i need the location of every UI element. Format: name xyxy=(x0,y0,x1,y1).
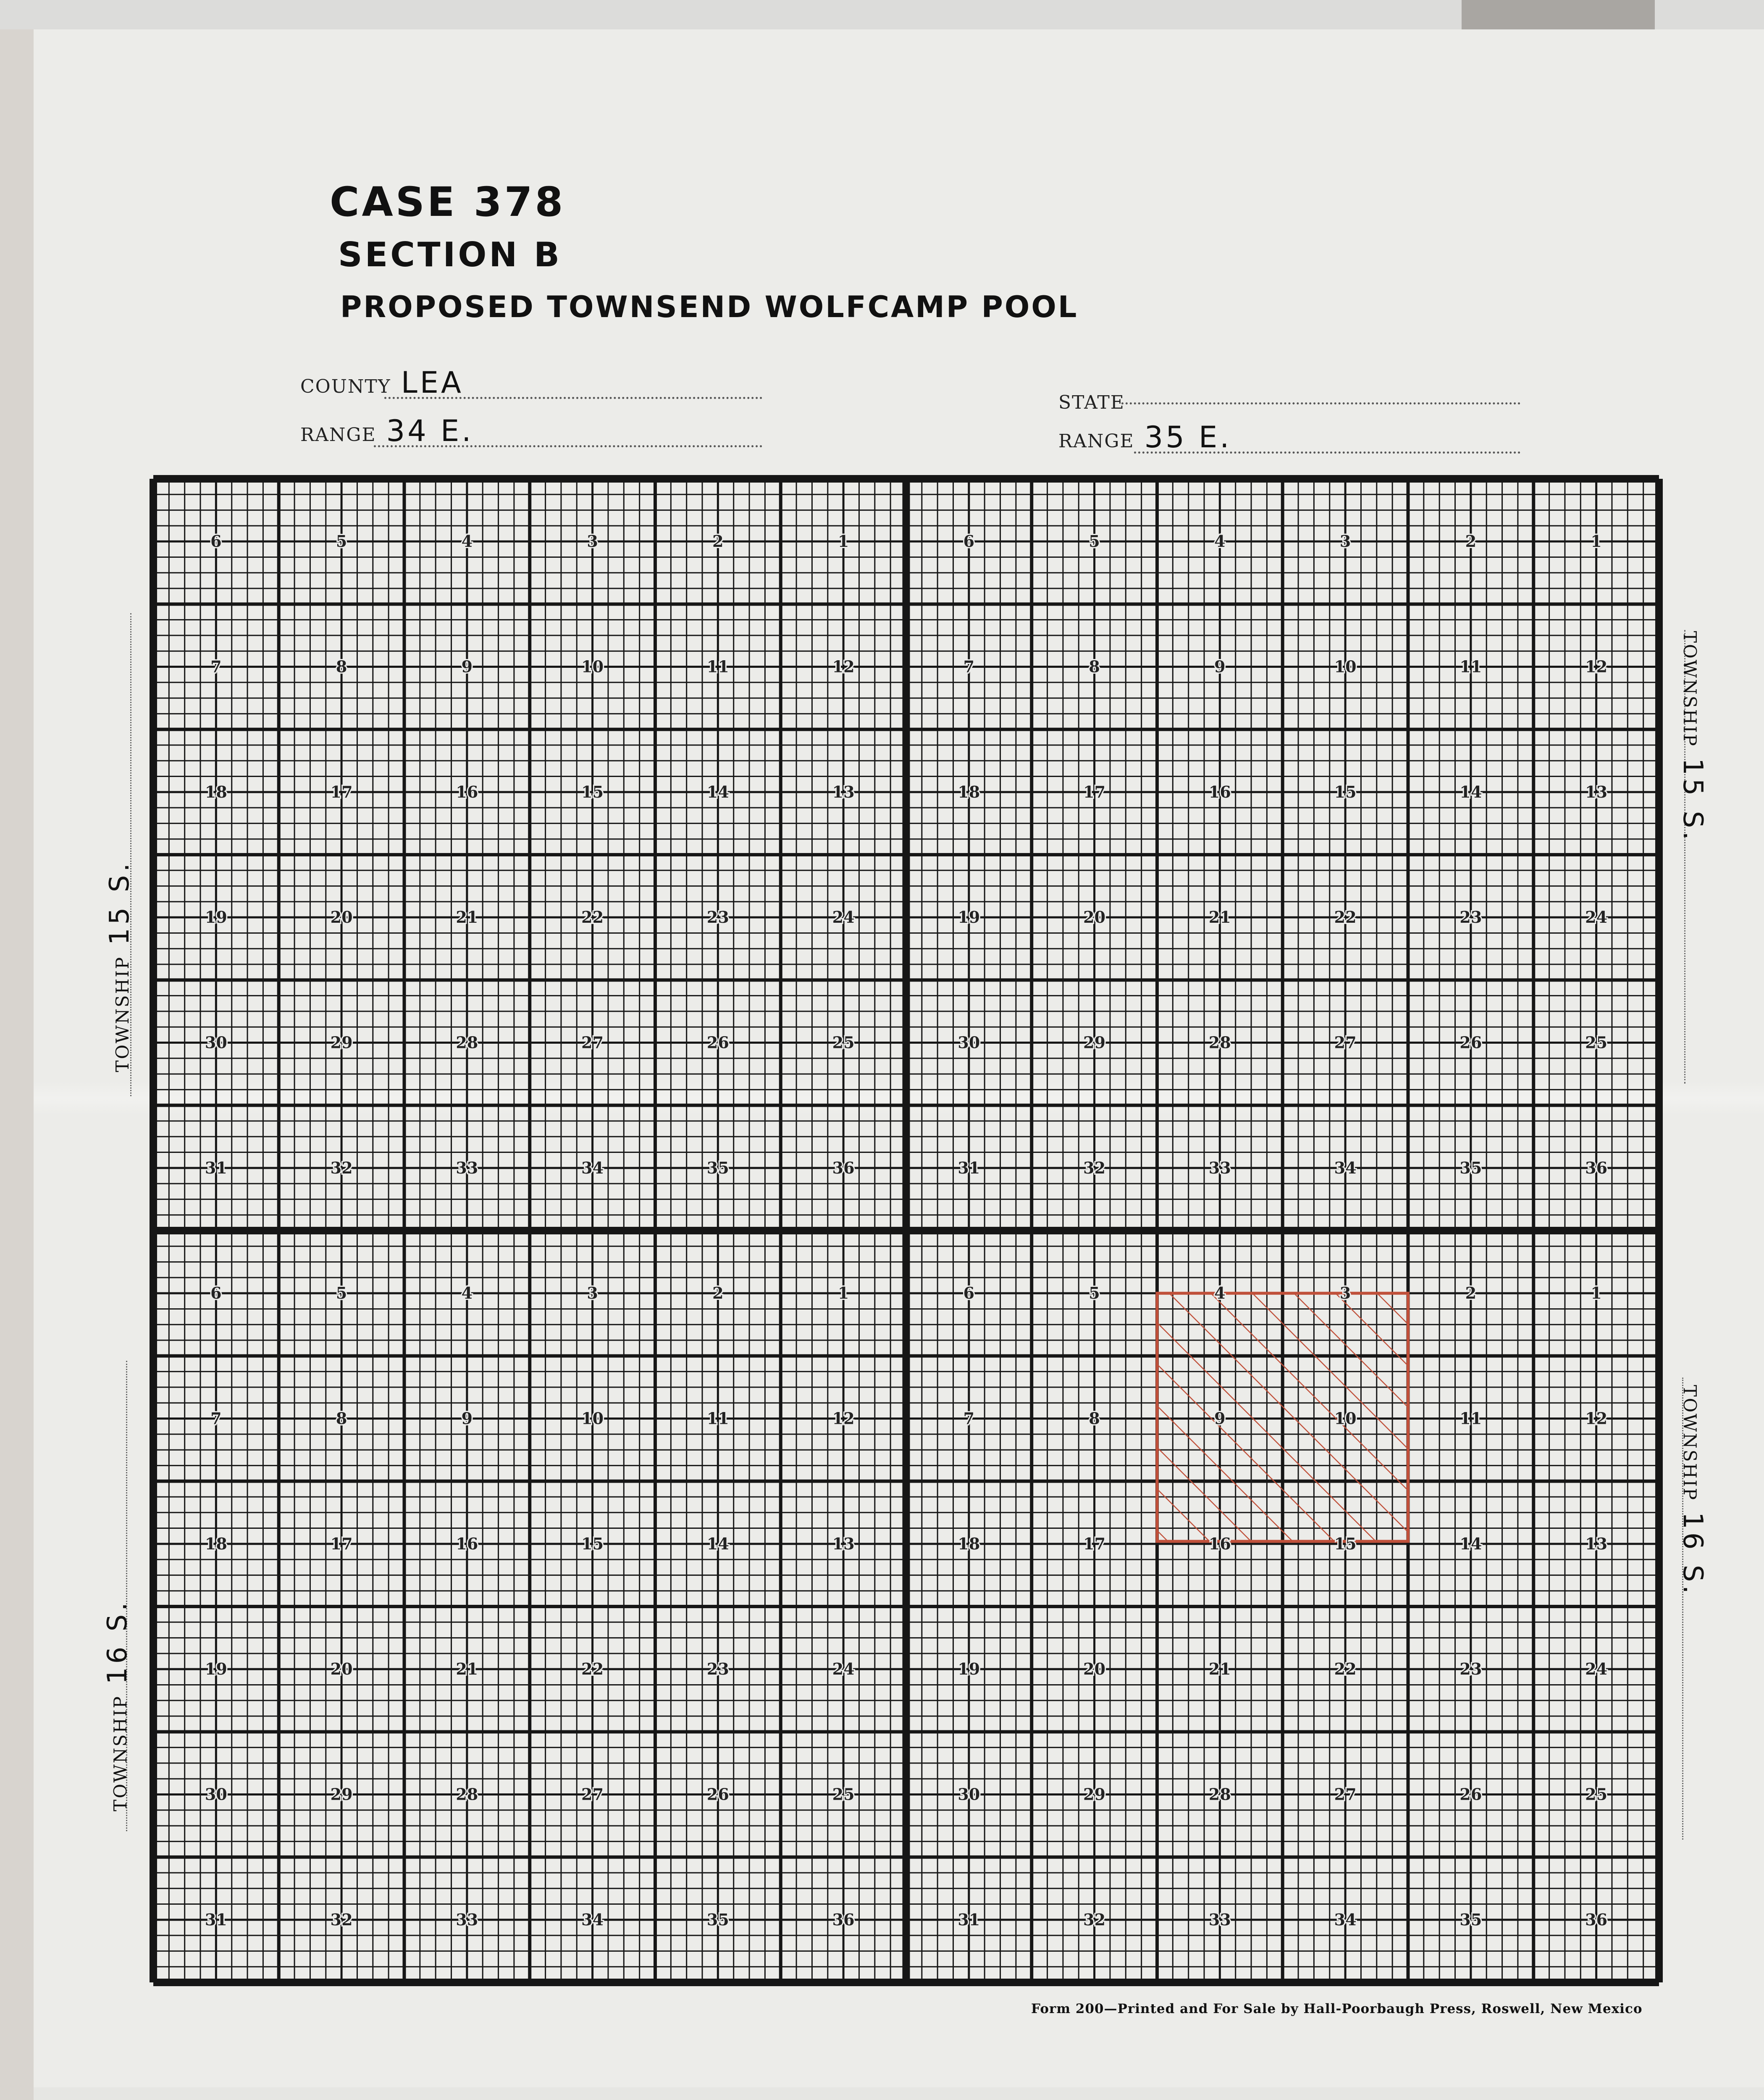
section-number: 35 xyxy=(1460,1910,1482,1929)
section-number: 8 xyxy=(336,657,347,676)
section-number: 28 xyxy=(1208,1033,1231,1052)
section-number: 24 xyxy=(832,1659,855,1679)
section-number: 14 xyxy=(706,782,729,801)
section-number: 11 xyxy=(1460,657,1482,676)
section-number: 36 xyxy=(1585,1158,1608,1177)
section-number: 20 xyxy=(330,1659,353,1679)
section-number: 12 xyxy=(832,1409,855,1428)
section-number: 17 xyxy=(1083,782,1106,801)
section-number: 5 xyxy=(336,1284,347,1303)
township-number: 16 S. xyxy=(1677,1512,1708,1597)
section-number: 11 xyxy=(1460,1409,1482,1428)
state-label: STATE xyxy=(1058,392,1125,413)
section-number: 26 xyxy=(706,1033,729,1052)
section-number: 21 xyxy=(456,1659,478,1679)
township-word: TOWNSHIP xyxy=(1680,1385,1700,1501)
section-number: 1 xyxy=(837,1284,849,1303)
range-right-value: 35 E. xyxy=(1144,420,1232,454)
county-value: LEA xyxy=(401,365,464,400)
section-number: 6 xyxy=(210,1284,222,1303)
section-number: 1 xyxy=(1591,532,1602,551)
section-number: 7 xyxy=(210,657,222,676)
section-number: 3 xyxy=(1339,1284,1351,1303)
section-number: 5 xyxy=(1089,532,1100,551)
section-number: 13 xyxy=(1585,782,1608,801)
section-number: 19 xyxy=(958,908,980,927)
section-number: 26 xyxy=(706,1785,729,1804)
section-number: 35 xyxy=(1460,1158,1482,1177)
section-number: 22 xyxy=(1334,1659,1357,1679)
section-number: 25 xyxy=(1585,1785,1608,1804)
section-number: 7 xyxy=(210,1409,222,1428)
section-number: 29 xyxy=(330,1785,353,1804)
township-word: TOWNSHIP xyxy=(1680,631,1700,747)
section-number: 15 xyxy=(1334,1534,1357,1553)
section-number: 9 xyxy=(461,1409,473,1428)
section-number: 28 xyxy=(1208,1785,1231,1804)
section-number: 26 xyxy=(1460,1785,1482,1804)
section-number: 5 xyxy=(1089,1284,1100,1303)
section-number: 3 xyxy=(587,532,598,551)
section-number: 34 xyxy=(1334,1158,1357,1177)
section-number: 30 xyxy=(205,1033,227,1052)
section-number: 29 xyxy=(330,1033,353,1052)
section-number: 4 xyxy=(1214,1284,1226,1303)
section-number: 10 xyxy=(581,1409,604,1428)
section-number: 18 xyxy=(205,1534,227,1553)
section-number: 17 xyxy=(330,1534,353,1553)
section-number: 30 xyxy=(958,1785,980,1804)
county-label: COUNTY xyxy=(300,376,391,397)
section-number: 23 xyxy=(1460,908,1482,927)
section-number: 31 xyxy=(958,1158,980,1177)
section-number: 26 xyxy=(1460,1033,1482,1052)
section-number: 13 xyxy=(832,1534,855,1553)
section-number: 4 xyxy=(461,1284,473,1303)
section-number: 11 xyxy=(706,1409,729,1428)
section-number: 27 xyxy=(581,1785,604,1804)
section-number: 20 xyxy=(1083,908,1106,927)
section-number: 6 xyxy=(963,1284,975,1303)
range-left-label: RANGE xyxy=(300,424,376,446)
section-number: 16 xyxy=(456,1534,478,1553)
section-number: 19 xyxy=(205,908,227,927)
section-number: 7 xyxy=(963,1409,975,1428)
pool-title: PROPOSED TOWNSEND WOLFCAMP POOL xyxy=(340,290,1079,324)
section-number: 1 xyxy=(1591,1284,1602,1303)
section-number: 36 xyxy=(1585,1910,1608,1929)
township-label-right-north xyxy=(1677,631,1708,843)
section-number: 25 xyxy=(832,1785,855,1804)
section-number: 25 xyxy=(1585,1033,1608,1052)
section-number: 16 xyxy=(456,782,478,801)
section-number: 20 xyxy=(330,908,353,927)
section-number: 7 xyxy=(963,657,975,676)
case-title: CASE 378 xyxy=(330,178,566,226)
section-number: 19 xyxy=(205,1659,227,1679)
section-number: 31 xyxy=(205,1910,227,1929)
section-number: 24 xyxy=(832,908,855,927)
section-number: 15 xyxy=(581,1534,604,1553)
section-number: 27 xyxy=(581,1033,604,1052)
section-number: 15 xyxy=(581,782,604,801)
section-number: 4 xyxy=(1214,532,1226,551)
section-number: 13 xyxy=(1585,1534,1608,1553)
section-number: 28 xyxy=(456,1033,478,1052)
section-number: 6 xyxy=(963,532,975,551)
section-number: 21 xyxy=(456,908,478,927)
section-number: 11 xyxy=(706,657,729,676)
section-number: 3 xyxy=(1339,532,1351,551)
section-number: 6 xyxy=(210,532,222,551)
section-number: 8 xyxy=(1089,657,1100,676)
section-number: 22 xyxy=(581,908,604,927)
section-number: 2 xyxy=(712,532,724,551)
section-number: 2 xyxy=(712,1284,724,1303)
section-number: 9 xyxy=(461,657,473,676)
section-number: 2 xyxy=(1465,1284,1477,1303)
section-number: 31 xyxy=(205,1158,227,1177)
section-number: 32 xyxy=(330,1910,353,1929)
section-number: 28 xyxy=(456,1785,478,1804)
section-number: 29 xyxy=(1083,1785,1106,1804)
section-number: 21 xyxy=(1208,1659,1231,1679)
section-number: 18 xyxy=(205,782,227,801)
section-number: 31 xyxy=(958,1910,980,1929)
section-number: 5 xyxy=(336,532,347,551)
township-number: 15 S. xyxy=(1677,758,1708,843)
section-number: 33 xyxy=(456,1158,478,1177)
section-number: 30 xyxy=(958,1033,980,1052)
township-number: 15 S. xyxy=(104,860,135,945)
section-number: 27 xyxy=(1334,1785,1357,1804)
section-number: 21 xyxy=(1208,908,1231,927)
section-number: 1 xyxy=(837,532,849,551)
section-number: 23 xyxy=(1460,1659,1482,1679)
section-number: 22 xyxy=(1334,908,1357,927)
section-number: 12 xyxy=(832,657,855,676)
section-number: 10 xyxy=(581,657,604,676)
section-number: 8 xyxy=(336,1409,347,1428)
section-number: 27 xyxy=(1334,1033,1357,1052)
township-label-right-south xyxy=(1677,1385,1708,1597)
township-label-left-north xyxy=(104,860,135,1072)
section-number: 23 xyxy=(706,908,729,927)
section-number: 17 xyxy=(1083,1534,1106,1553)
township-word: TOWNSHIP xyxy=(110,1695,131,1811)
section-number: 8 xyxy=(1089,1409,1100,1428)
section-number: 10 xyxy=(1334,1409,1357,1428)
section-number: 23 xyxy=(706,1659,729,1679)
section-number: 2 xyxy=(1465,532,1477,551)
section-number: 33 xyxy=(1208,1158,1231,1177)
section-number: 16 xyxy=(1208,782,1231,801)
section-number: 20 xyxy=(1083,1659,1106,1679)
section-number: 33 xyxy=(456,1910,478,1929)
section-number: 10 xyxy=(1334,657,1357,676)
section-number: 18 xyxy=(958,782,980,801)
section-number: 9 xyxy=(1214,657,1226,676)
section-number: 12 xyxy=(1585,1409,1608,1428)
section-number: 3 xyxy=(587,1284,598,1303)
section-title: SECTION B xyxy=(338,235,562,274)
section-number: 16 xyxy=(1208,1534,1231,1553)
section-number: 24 xyxy=(1585,1659,1608,1679)
section-number: 14 xyxy=(1460,782,1482,801)
section-number: 24 xyxy=(1585,908,1608,927)
section-number: 15 xyxy=(1334,782,1357,801)
section-number: 34 xyxy=(1334,1910,1357,1929)
section-number: 9 xyxy=(1214,1409,1226,1428)
section-number: 32 xyxy=(1083,1910,1106,1929)
section-number: 30 xyxy=(205,1785,227,1804)
section-number: 4 xyxy=(461,532,473,551)
township-number: 16 S. xyxy=(102,1599,133,1685)
township-label-left-south xyxy=(102,1599,133,1811)
section-number: 32 xyxy=(1083,1158,1106,1177)
proposed-pool-area xyxy=(1157,1293,1408,1541)
section-number: 18 xyxy=(958,1534,980,1553)
section-number: 35 xyxy=(706,1158,729,1177)
section-number: 12 xyxy=(1585,657,1608,676)
section-number: 33 xyxy=(1208,1910,1231,1929)
section-number: 19 xyxy=(958,1659,980,1679)
range-left-value: 34 E. xyxy=(386,414,474,448)
section-number: 32 xyxy=(330,1158,353,1177)
section-number: 35 xyxy=(706,1910,729,1929)
township-word: TOWNSHIP xyxy=(112,956,133,1072)
section-number: 22 xyxy=(581,1659,604,1679)
section-number: 13 xyxy=(832,782,855,801)
form-footer: Form 200—Printed and For Sale by Hall-Poorbaugh Press, Roswell, New Mexico xyxy=(1031,2001,1643,2016)
section-number: 34 xyxy=(581,1910,604,1929)
section-number: 34 xyxy=(581,1158,604,1177)
section-number: 29 xyxy=(1083,1033,1106,1052)
section-number: 14 xyxy=(1460,1534,1482,1553)
section-number: 36 xyxy=(832,1910,855,1929)
section-number: 36 xyxy=(832,1158,855,1177)
section-number: 17 xyxy=(330,782,353,801)
section-number: 25 xyxy=(832,1033,855,1052)
range-right-label: RANGE xyxy=(1058,430,1134,452)
section-number: 14 xyxy=(706,1534,729,1553)
